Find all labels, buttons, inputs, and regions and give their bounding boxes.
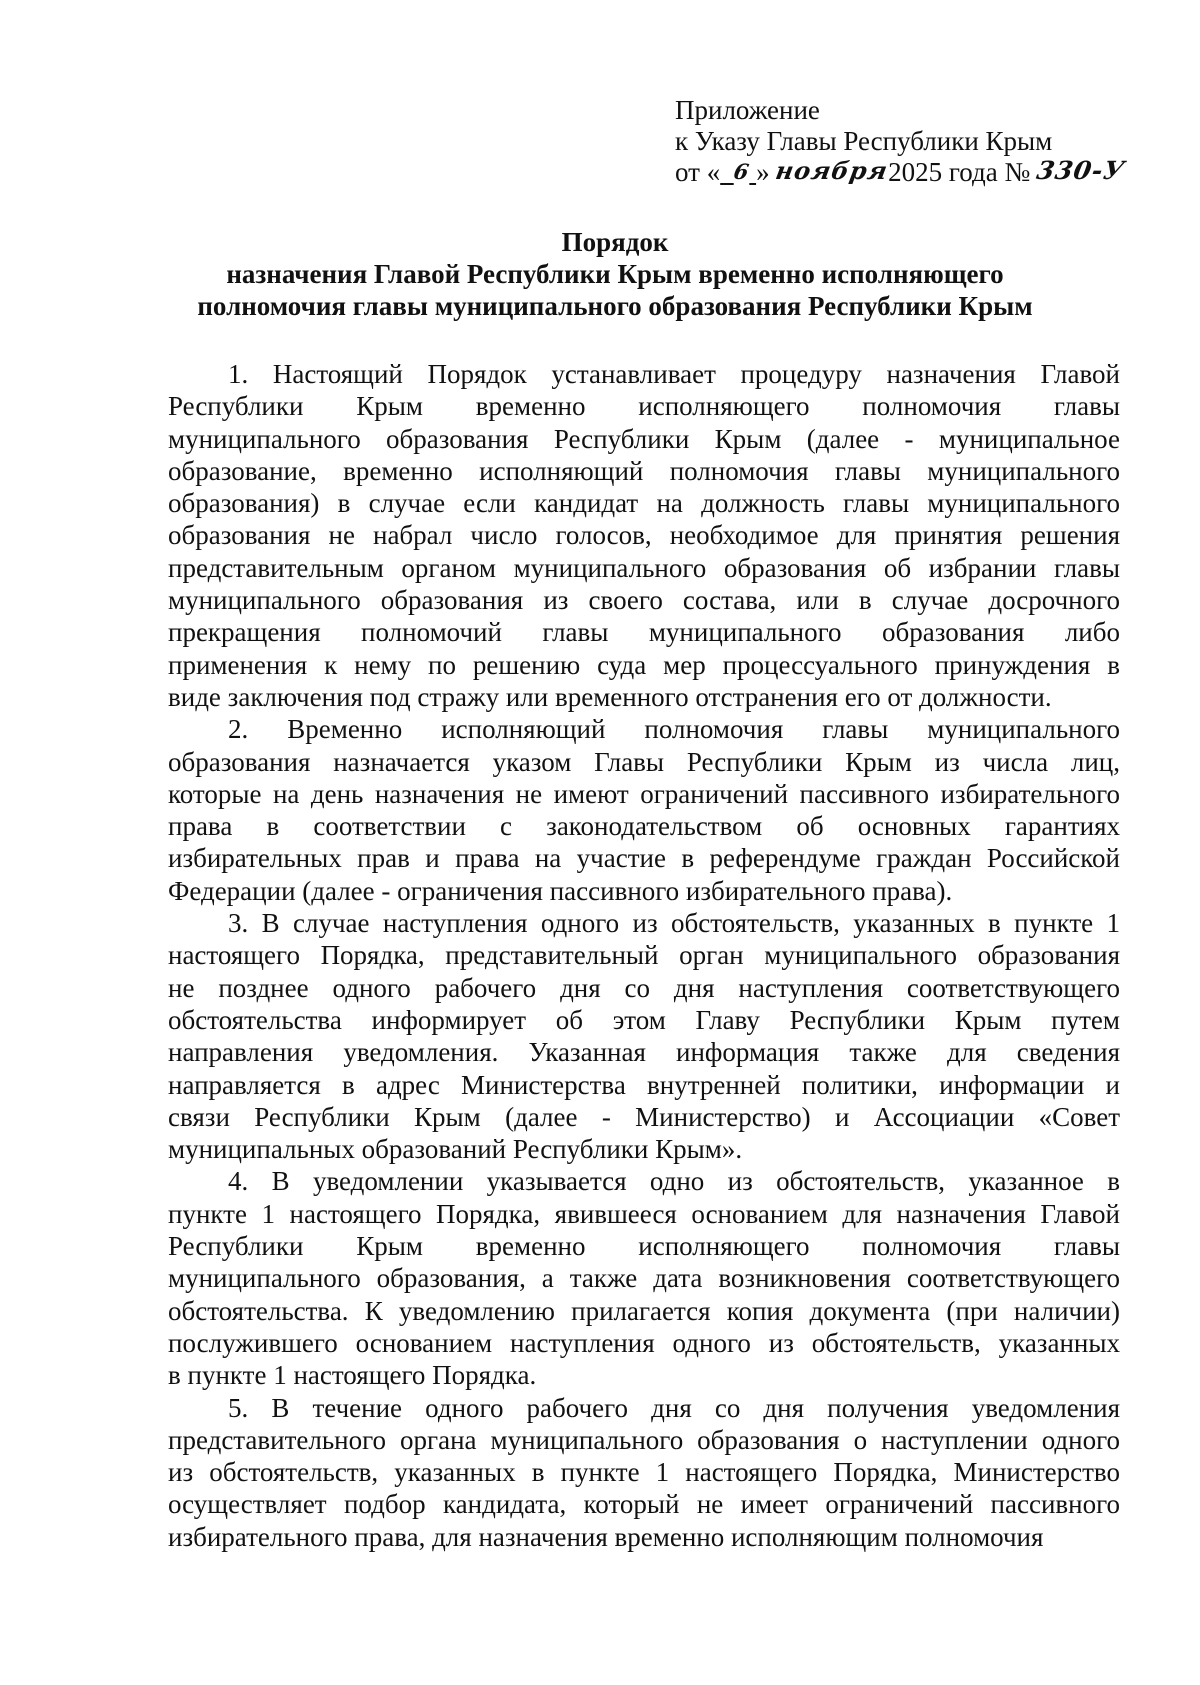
- appendix-decree-reference: к Указу Главы Республики Крым: [675, 126, 1053, 156]
- paragraph-4: [168, 1165, 1120, 1391]
- paragraph-line: из обстоятельств, указанных в пункте 1 настоящего Порядка, Министерство: [168, 1457, 1120, 1488]
- paragraph-line: избирательного права, для назначения временно исполняющим полномочия: [168, 1521, 1044, 1552]
- paragraph-line: 4. В уведомлении указывается одно из обстоятельств, указанное в: [228, 1166, 1120, 1197]
- title-line-1: назначения Главой Республики Крым временно исполняющего: [226, 259, 1004, 289]
- paragraph-line: муниципального образования Республики Крым (далее - муниципальное: [168, 423, 1120, 454]
- paragraph-line: 2. Временно исполняющий полномочия главы муниципального: [228, 714, 1120, 745]
- paragraph-line: образования) в случае если кандидат на должность главы муниципального: [168, 488, 1120, 519]
- paragraph-line: Федерации (далее - ограничения пассивного избирательного права).: [168, 875, 953, 906]
- paragraph-line: 5. В течение одного рабочего дня со дня получения уведомления: [228, 1392, 1120, 1423]
- paragraph-line: пункте 1 настоящего Порядка, явившееся основанием для назначения Главой: [168, 1198, 1120, 1229]
- paragraph-line: муниципального образования из своего состава, или в случае досрочного: [168, 585, 1120, 616]
- paragraph-line: осуществляет подбор кандидата, который не имеет ограничений пассивного: [168, 1489, 1120, 1520]
- paragraph-line: не позднее одного рабочего дня со дня наступления соответствующего: [168, 972, 1120, 1003]
- appendix-date-line: [675, 157, 1145, 189]
- paragraph-line: послужившего основанием наступления одного из обстоятельств, указанных: [168, 1327, 1120, 1358]
- paragraph-line: образование, временно исполняющий полномочия главы муниципального: [168, 455, 1120, 486]
- paragraph-line: образования назначается указом Главы Республики Крым из числа лиц,: [168, 746, 1120, 777]
- date-prefix: от «: [675, 157, 721, 187]
- paragraph-line: права в соответствии с законодательством об основных гарантиях: [168, 811, 1120, 842]
- paragraph-line: применения к нему по решению суда мер процессуального принуждения в: [168, 649, 1120, 680]
- paragraph-line: обстоятельства информирует об этом Главу Республики Крым путем: [168, 1004, 1120, 1035]
- handwritten-decree-number: 330-У: [1034, 156, 1128, 185]
- paragraph-line: виде заключения под стражу или временного отстранения его от должности.: [168, 681, 1052, 712]
- paragraph-line: настоящего Порядка, представительный орган муниципального образования: [168, 940, 1120, 971]
- date-mid: »: [756, 157, 770, 187]
- handwritten-month: ноября: [773, 156, 891, 185]
- paragraph-line: Республики Крым временно исполняющего полномочия главы: [168, 1231, 1120, 1262]
- paragraph-line: Республики Крым временно исполняющего полномочия главы: [168, 391, 1120, 422]
- paragraph-line: представительным органом муниципального образования об избрании главы: [168, 552, 1120, 583]
- handwritten-day: 6: [731, 159, 752, 184]
- paragraph-1: [168, 358, 1120, 713]
- paragraph-line: в пункте 1 настоящего Порядка.: [168, 1360, 537, 1391]
- paragraph-line: обстоятельства. К уведомлению прилагается копия документа (при наличии): [168, 1295, 1120, 1326]
- paragraph-line: представительного органа муниципального образования о наступлении одного: [168, 1424, 1120, 1455]
- document-title: [150, 226, 1080, 322]
- paragraph-line: прекращения полномочий главы муниципального образования либо: [168, 617, 1120, 648]
- document-body: [168, 358, 1120, 1553]
- paragraph-line: муниципального образования, а также дата возникновения соответствующего: [168, 1263, 1120, 1294]
- paragraph-line: образования не набрал число голосов, необходимое для принятия решения: [168, 520, 1120, 551]
- paragraph-line: направления уведомления. Указанная информация также для сведения: [168, 1037, 1120, 1068]
- paragraph-2: [168, 713, 1120, 907]
- paragraph-line: связи Республики Крым (далее - Министерство) и Ассоциации «Совет: [168, 1101, 1120, 1132]
- title-heading: Порядок: [561, 227, 669, 257]
- paragraph-line: направляется в адрес Министерства внутренней политики, информации и: [168, 1069, 1120, 1100]
- date-year: 2025 года №: [888, 157, 1031, 187]
- appendix-label: Приложение: [675, 95, 820, 125]
- paragraph-3: [168, 907, 1120, 1165]
- paragraph-line: которые на день назначения не имеют ограничений пассивного избирательного: [168, 778, 1120, 809]
- paragraph-line: муниципальных образований Республики Крым».: [168, 1134, 743, 1165]
- title-line-2: полномочия главы муниципального образования Республики Крым: [197, 291, 1033, 321]
- appendix-block: [675, 95, 1145, 189]
- paragraph-line: 3. В случае наступления одного из обстоятельств, указанных в пункте 1: [228, 908, 1120, 939]
- paragraph-line: 1. Настоящий Порядок устанавливает процедуру назначения Главой: [228, 359, 1120, 389]
- paragraph-5: [168, 1392, 1120, 1553]
- paragraph-line: избирательных прав и права на участие в референдуме граждан Российской: [168, 843, 1120, 874]
